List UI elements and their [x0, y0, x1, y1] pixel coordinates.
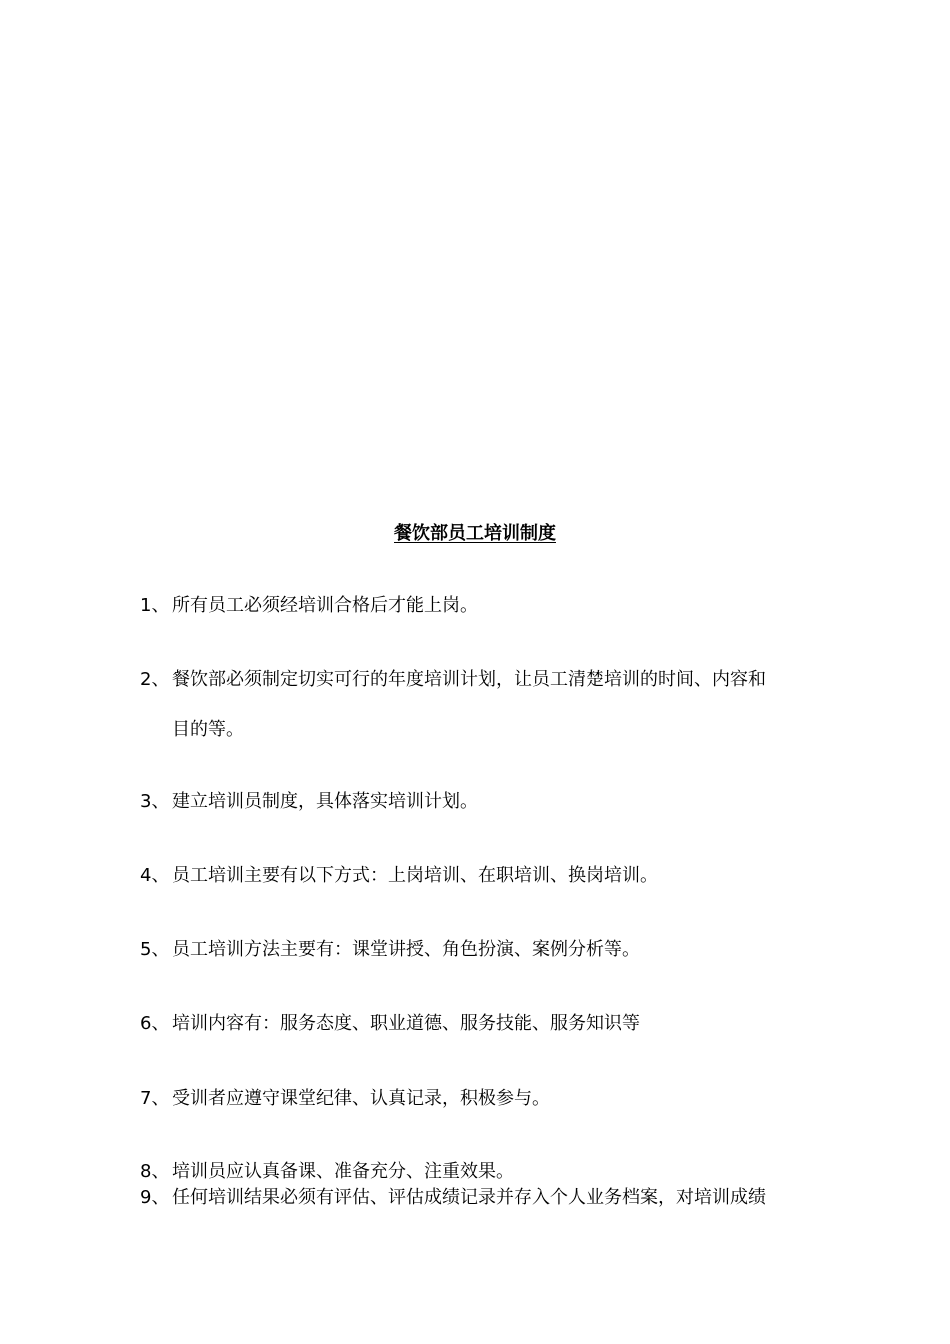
item-text: 受训者应遵守课堂纪律、认真记录，积极参与。 [172, 1088, 550, 1109]
item-text: 任何培训结果必须有评估、评估成绩记录并存入个人业务档案，对培训成绩 [172, 1187, 766, 1208]
list-item-6 [140, 1011, 820, 1037]
document-title: 餐饮部员工培训制度 [394, 523, 556, 544]
list-item-1 [140, 593, 820, 619]
list-item-2 [140, 667, 820, 740]
item-text-continuation: 目的等。 [172, 719, 244, 740]
list-item-4 [140, 863, 820, 889]
item-number: 4、 [140, 865, 170, 886]
list-item-7 [140, 1086, 820, 1112]
item-text: 所有员工必须经培训合格后才能上岗。 [172, 595, 478, 616]
item-text: 培训内容有：服务态度、职业道德、服务技能、服务知识等 [172, 1013, 640, 1034]
item-number: 8、 [140, 1161, 170, 1182]
item-number: 5、 [140, 939, 170, 960]
list-item-3 [140, 789, 820, 815]
item-number: 2、 [140, 669, 170, 690]
item-text: 培训员应认真备课、准备充分、注重效果。 [172, 1161, 514, 1182]
item-number: 7、 [140, 1088, 170, 1109]
item-text: 餐饮部必须制定切实可行的年度培训计划，让员工清楚培训的时间、内容和 [172, 669, 766, 690]
list-item-5 [140, 937, 820, 963]
list-item-8 [140, 1159, 820, 1185]
item-text: 员工培训方法主要有：课堂讲授、角色扮演、案例分析等。 [172, 939, 640, 960]
item-number: 9、 [140, 1187, 170, 1208]
item-number: 1、 [140, 595, 170, 616]
item-number: 6、 [140, 1013, 170, 1034]
item-text: 建立培训员制度，具体落实培训计划。 [172, 791, 478, 812]
list-item-9 [140, 1185, 820, 1211]
item-text: 员工培训主要有以下方式：上岗培训、在职培训、换岗培训。 [172, 865, 658, 886]
item-number: 3、 [140, 791, 170, 812]
